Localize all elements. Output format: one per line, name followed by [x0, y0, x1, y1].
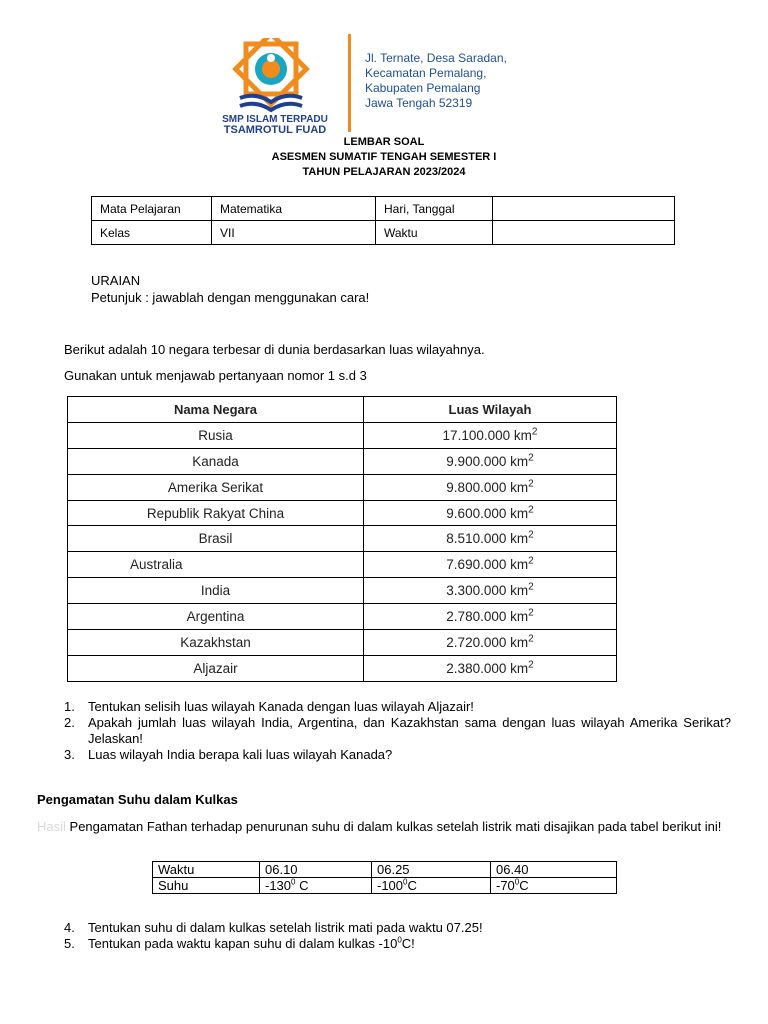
country-area — [364, 552, 617, 578]
country-area-table — [67, 396, 617, 682]
temp-value: -70 — [496, 878, 515, 893]
country-area — [364, 604, 617, 630]
area-unit-exponent: 2 — [528, 659, 534, 671]
question-text: Tentukan pada waktu kapan suhu di dalam kulkas -10 — [88, 936, 398, 951]
logo-school-name-bottom: TSAMROTUL FUAD — [223, 124, 327, 134]
country-name: Kazakhstan — [68, 630, 364, 656]
temp-value: -130 — [265, 878, 292, 893]
question-number: 2. — [64, 715, 75, 730]
degree-mark: 0 — [397, 935, 402, 945]
info-label-date: Hari, Tanggal — [376, 197, 493, 221]
table-header-row — [68, 397, 617, 423]
country-name: Aljazair — [68, 655, 364, 681]
country-area — [364, 526, 617, 552]
temperature-table — [152, 861, 617, 894]
country-name: Australia — [68, 552, 364, 578]
area-value: 17.100.000 — [442, 427, 511, 443]
intro-text: Berikut adalah 10 negara terbesar di dunia berdasarkan luas wilayahnya. — [64, 342, 485, 357]
country-name: Republik Rakyat China — [68, 500, 364, 526]
area-unit-exponent: 2 — [531, 426, 538, 438]
area-value: 9.800.000 — [446, 479, 507, 495]
intro-text: Gunakan untuk menjawab pertanyaan nomor 1 s.d 3 — [64, 368, 367, 383]
table-row — [68, 578, 617, 604]
area-value: 9.600.000 — [446, 505, 507, 521]
question-number: 5. — [64, 936, 75, 951]
question-list — [64, 920, 483, 952]
table-row — [153, 878, 617, 894]
table-row — [68, 474, 617, 500]
temp-unit: C — [407, 878, 417, 893]
temp-value: -100 — [377, 878, 404, 893]
list-item — [64, 936, 483, 952]
info-label-time: Waktu — [376, 221, 493, 245]
table-row — [68, 500, 617, 526]
country-area — [364, 448, 617, 474]
info-value-time — [493, 221, 675, 245]
area-unit-exponent: 2 — [528, 633, 534, 645]
area-unit: km — [510, 583, 529, 599]
temp-cell — [491, 878, 617, 894]
faded-word: Hasil — [37, 819, 66, 834]
area-unit: km — [510, 557, 529, 573]
time-cell: 06.10 — [260, 862, 372, 878]
area-unit: km — [510, 609, 529, 625]
section-header — [91, 272, 369, 306]
doc-title-line1: LEMBAR SOAL — [343, 136, 425, 148]
country-name: India — [68, 578, 364, 604]
question-text-end: C! — [401, 936, 415, 951]
list-item — [64, 920, 483, 936]
country-area — [364, 474, 617, 500]
area-unit: km — [513, 427, 532, 443]
table-row — [68, 604, 617, 630]
area-value: 9.900.000 — [446, 453, 507, 469]
area-value: 8.510.000 — [446, 531, 507, 547]
country-name: Kanada — [68, 448, 364, 474]
area-unit-exponent: 2 — [528, 607, 534, 619]
temp-cell — [372, 878, 491, 894]
area-unit-exponent: 2 — [528, 504, 534, 515]
observation-heading: Pengamatan Suhu dalam Kulkas — [37, 792, 238, 807]
address-line: Kecamatan Pemalang, — [365, 66, 487, 80]
area-value: 2.720.000 — [446, 634, 507, 650]
area-unit-exponent: 2 — [528, 529, 534, 541]
question-number: 4. — [64, 920, 75, 935]
area-unit-exponent: 2 — [528, 478, 534, 490]
address-line: Jl. Ternate, Desa Saradan, — [365, 51, 507, 65]
area-unit-exponent: 2 — [528, 452, 534, 464]
area-unit: km — [510, 479, 529, 495]
table-row — [92, 197, 675, 221]
list-item — [64, 715, 731, 747]
section-heading: URAIAN — [91, 273, 141, 288]
question-number: 1. — [64, 699, 75, 714]
degree-mark: 0 — [514, 877, 520, 887]
degree-mark: 0 — [291, 877, 296, 887]
school-address — [365, 51, 507, 111]
question-number: 3. — [64, 747, 75, 762]
header-area: Luas Wilayah — [364, 397, 617, 423]
info-value-date — [493, 197, 675, 221]
area-unit-exponent: 2 — [528, 581, 534, 593]
table-row — [68, 630, 617, 656]
country-name: Brasil — [68, 526, 364, 552]
temp-cell — [260, 878, 372, 894]
country-name: Amerika Serikat — [68, 474, 364, 500]
table-row — [92, 221, 675, 245]
temp-unit: C — [519, 878, 529, 893]
time-cell: 06.25 — [372, 862, 491, 878]
country-area — [364, 630, 617, 656]
question-text: Luas wilayah India berapa kali luas wilayah Kanada? — [88, 747, 393, 762]
area-value: 3.300.000 — [446, 583, 507, 599]
row-label-time: Waktu — [153, 862, 260, 878]
area-unit: km — [510, 505, 529, 521]
info-value-subject: Matematika — [212, 197, 376, 221]
address-line: Jawa Tengah 52319 — [365, 96, 473, 110]
info-label-class: Kelas — [92, 221, 212, 245]
table-row — [68, 655, 617, 681]
country-area — [364, 500, 617, 526]
area-unit-exponent: 2 — [528, 555, 534, 567]
list-item — [64, 747, 731, 763]
school-logo — [218, 38, 333, 134]
area-unit: km — [510, 634, 529, 650]
header-country: Nama Negara — [68, 397, 364, 423]
row-label-temp: Suhu — [153, 878, 260, 894]
area-value: 2.780.000 — [446, 609, 507, 625]
question-text: Tentukan suhu di dalam kulkas setelah listrik mati pada waktu 07.25! — [88, 920, 483, 935]
area-unit: km — [510, 531, 529, 547]
section-instruction: Petunjuk : jawablah dengan menggunakan cara! — [91, 290, 370, 305]
question-text: Apakah jumlah luas wilayah India, Argentina, dan Kazakhstan sama dengan luas wilayah Amerika Serikat? Jelaskan! — [88, 715, 731, 746]
info-label-subject: Mata Pelajaran — [92, 197, 212, 221]
header-divider — [348, 34, 351, 132]
logo-book-icon — [240, 96, 302, 110]
country-name: Argentina — [68, 604, 364, 630]
country-area — [364, 655, 617, 681]
area-unit: km — [510, 660, 529, 676]
table-row — [68, 526, 617, 552]
doc-title-line3: TAHUN PELAJARAN 2023/2024 — [302, 166, 466, 178]
area-unit: km — [510, 453, 529, 469]
degree-mark: 0 — [403, 877, 408, 887]
temp-unit: C — [299, 878, 309, 893]
observation-body: Pengamatan Fathan terhadap penurunan suhu di dalam kulkas setelah listrik mati disajikan pada tabel berikut ini! — [69, 819, 722, 834]
table-row — [68, 422, 617, 448]
info-table — [91, 196, 675, 245]
address-line: Kabupaten Pemalang — [365, 81, 481, 95]
country-name: Rusia — [68, 422, 364, 448]
question-text: Tentukan selisih luas wilayah Kanada dengan luas wilayah Aljazair! — [88, 699, 474, 714]
table-row — [153, 862, 617, 878]
table-row — [68, 552, 617, 578]
country-area — [364, 422, 617, 448]
doc-title-line2: ASESMEN SUMATIF TENGAH SEMESTER I — [271, 151, 497, 163]
area-value: 7.690.000 — [446, 557, 507, 573]
list-item — [64, 699, 731, 715]
observation-text — [37, 818, 731, 835]
info-value-class: VII — [212, 221, 376, 245]
area-value: 2.380.000 — [446, 660, 507, 676]
logo-school-name-top: SMP ISLAM TERPADU — [222, 114, 328, 125]
time-cell: 06.40 — [491, 862, 617, 878]
table-row — [68, 448, 617, 474]
country-area — [364, 578, 617, 604]
question-list — [64, 699, 731, 763]
